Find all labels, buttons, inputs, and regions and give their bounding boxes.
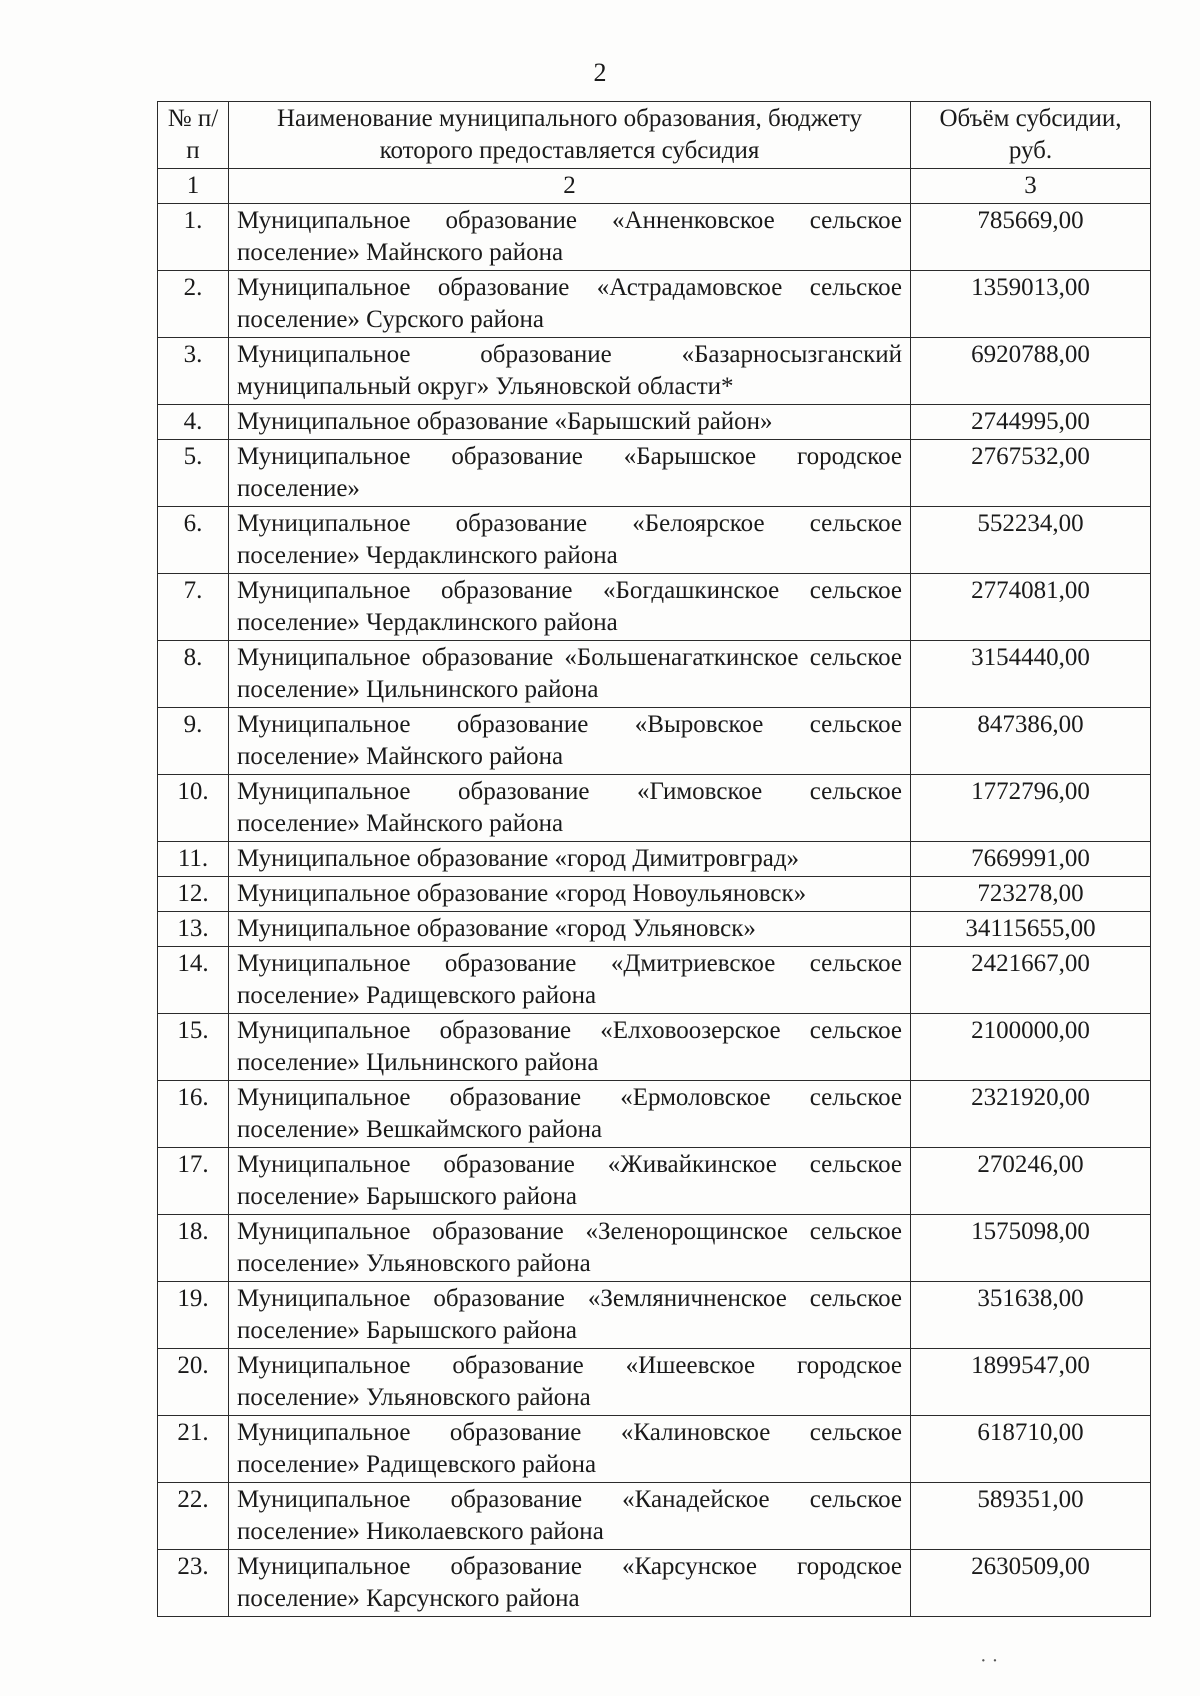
subsidy-amount: 723278,00 bbox=[911, 877, 1151, 912]
column-number: 1 bbox=[158, 169, 229, 204]
table-body bbox=[158, 204, 1151, 1617]
row-number: 11. bbox=[158, 842, 229, 877]
subsidy-amount: 6920788,00 bbox=[911, 338, 1151, 405]
table-row bbox=[158, 775, 1151, 842]
row-number: 16. bbox=[158, 1081, 229, 1148]
column-number: 2 bbox=[229, 169, 911, 204]
table-row bbox=[158, 1081, 1151, 1148]
subsidy-amount: 3154440,00 bbox=[911, 641, 1151, 708]
subsidy-amount: 2774081,00 bbox=[911, 574, 1151, 641]
row-number: 6. bbox=[158, 507, 229, 574]
municipality-name: Муниципальное образование «Елховоозерское сельское поселение» Цильнинского района bbox=[229, 1014, 911, 1081]
municipality-name: Муниципальное образование «Земляничненское сельское поселение» Барышского района bbox=[229, 1282, 911, 1349]
table-row bbox=[158, 1014, 1151, 1081]
table-row bbox=[158, 338, 1151, 405]
table-row bbox=[158, 1416, 1151, 1483]
subsidy-amount: 552234,00 bbox=[911, 507, 1151, 574]
municipality-name: Муниципальное образование «Барышский район» bbox=[229, 405, 911, 440]
municipality-name: Муниципальное образование «Ишеевское городское поселение» Ульяновского района bbox=[229, 1349, 911, 1416]
municipality-name: Муниципальное образование «Ермоловское сельское поселение» Вешкаймского района bbox=[229, 1081, 911, 1148]
subsidy-amount: 2744995,00 bbox=[911, 405, 1151, 440]
row-number: 2. bbox=[158, 271, 229, 338]
row-number: 13. bbox=[158, 912, 229, 947]
municipality-name: Муниципальное образование «Большенагаткинское сельское поселение» Цильнинского района bbox=[229, 641, 911, 708]
table-row bbox=[158, 1148, 1151, 1215]
table-row bbox=[158, 641, 1151, 708]
table-row bbox=[158, 842, 1151, 877]
header-amount: Объём субсидии, руб. bbox=[911, 102, 1151, 169]
row-number: 12. bbox=[158, 877, 229, 912]
column-number-row bbox=[158, 169, 1151, 204]
municipality-name: Муниципальное образование «Барышское городское поселение» bbox=[229, 440, 911, 507]
header-number: № п/п bbox=[158, 102, 229, 169]
subsidy-amount: 270246,00 bbox=[911, 1148, 1151, 1215]
table-row bbox=[158, 912, 1151, 947]
row-number: 20. bbox=[158, 1349, 229, 1416]
row-number: 8. bbox=[158, 641, 229, 708]
table-row bbox=[158, 947, 1151, 1014]
subsidy-amount: 618710,00 bbox=[911, 1416, 1151, 1483]
municipality-name: Муниципальное образование «Гимовское сельское поселение» Майнского района bbox=[229, 775, 911, 842]
row-number: 21. bbox=[158, 1416, 229, 1483]
subsidy-amount: 2321920,00 bbox=[911, 1081, 1151, 1148]
header-municipality: Наименование муниципального образования, бюджету которого предоставляется субсидия bbox=[229, 102, 911, 169]
municipality-name: Муниципальное образование «Дмитриевское сельское поселение» Радищевского района bbox=[229, 947, 911, 1014]
municipality-name: Муниципальное образование «Базарносызганский муниципальный округ» Ульяновской области* bbox=[229, 338, 911, 405]
table-row bbox=[158, 507, 1151, 574]
subsidy-amount: 1359013,00 bbox=[911, 271, 1151, 338]
table-row bbox=[158, 1550, 1151, 1617]
row-number: 14. bbox=[158, 947, 229, 1014]
municipality-name: Муниципальное образование «Зеленорощинское сельское поселение» Ульяновского района bbox=[229, 1215, 911, 1282]
table-row bbox=[158, 1282, 1151, 1349]
subsidy-amount: 7669991,00 bbox=[911, 842, 1151, 877]
subsidy-amount: 2630509,00 bbox=[911, 1550, 1151, 1617]
subsidy-amount: 785669,00 bbox=[911, 204, 1151, 271]
table-row bbox=[158, 204, 1151, 271]
municipality-name: Муниципальное образование «Калиновское сельское поселение» Радищевского района bbox=[229, 1416, 911, 1483]
subsidy-amount: 589351,00 bbox=[911, 1483, 1151, 1550]
subsidy-amount: 847386,00 bbox=[911, 708, 1151, 775]
municipality-name: Муниципальное образование «Белоярское сельское поселение» Чердаклинского района bbox=[229, 507, 911, 574]
table-row bbox=[158, 1215, 1151, 1282]
municipality-name: Муниципальное образование «город Ульяновск» bbox=[229, 912, 911, 947]
row-number: 1. bbox=[158, 204, 229, 271]
municipality-name: Муниципальное образование «город Димитровград» bbox=[229, 842, 911, 877]
subsidy-amount: 2767532,00 bbox=[911, 440, 1151, 507]
row-number: 19. bbox=[158, 1282, 229, 1349]
municipality-name: Муниципальное образование «Анненковское сельское поселение» Майнского района bbox=[229, 204, 911, 271]
row-number: 10. bbox=[158, 775, 229, 842]
municipality-name: Муниципальное образование «Канадейское сельское поселение» Николаевского района bbox=[229, 1483, 911, 1550]
row-number: 4. bbox=[158, 405, 229, 440]
municipality-name: Муниципальное образование «Астрадамовское сельское поселение» Сурского района bbox=[229, 271, 911, 338]
scan-artifact: · · bbox=[980, 1650, 999, 1672]
table-row bbox=[158, 405, 1151, 440]
row-number: 23. bbox=[158, 1550, 229, 1617]
subsidy-amount: 1772796,00 bbox=[911, 775, 1151, 842]
table-row bbox=[158, 877, 1151, 912]
table-header-row bbox=[158, 102, 1151, 169]
row-number: 7. bbox=[158, 574, 229, 641]
table-row bbox=[158, 440, 1151, 507]
column-number: 3 bbox=[911, 169, 1151, 204]
table-row bbox=[158, 271, 1151, 338]
row-number: 18. bbox=[158, 1215, 229, 1282]
subsidy-table bbox=[157, 101, 1151, 1617]
row-number: 15. bbox=[158, 1014, 229, 1081]
row-number: 9. bbox=[158, 708, 229, 775]
subsidy-amount: 2100000,00 bbox=[911, 1014, 1151, 1081]
subsidy-amount: 1575098,00 bbox=[911, 1215, 1151, 1282]
subsidy-amount: 2421667,00 bbox=[911, 947, 1151, 1014]
municipality-name: Муниципальное образование «Живайкинское сельское поселение» Барышского района bbox=[229, 1148, 911, 1215]
subsidy-amount: 351638,00 bbox=[911, 1282, 1151, 1349]
table-row bbox=[158, 574, 1151, 641]
table-row bbox=[158, 708, 1151, 775]
row-number: 3. bbox=[158, 338, 229, 405]
row-number: 22. bbox=[158, 1483, 229, 1550]
table-row bbox=[158, 1483, 1151, 1550]
municipality-name: Муниципальное образование «Богдашкинское сельское поселение» Чердаклинского района bbox=[229, 574, 911, 641]
row-number: 17. bbox=[158, 1148, 229, 1215]
municipality-name: Муниципальное образование «Карсунское городское поселение» Карсунского района bbox=[229, 1550, 911, 1617]
municipality-name: Муниципальное образование «город Новоульяновск» bbox=[229, 877, 911, 912]
table-row bbox=[158, 1349, 1151, 1416]
page-number: 2 bbox=[593, 58, 607, 87]
row-number: 5. bbox=[158, 440, 229, 507]
subsidy-amount: 1899547,00 bbox=[911, 1349, 1151, 1416]
subsidy-amount: 34115655,00 bbox=[911, 912, 1151, 947]
municipality-name: Муниципальное образование «Выровское сельское поселение» Майнского района bbox=[229, 708, 911, 775]
